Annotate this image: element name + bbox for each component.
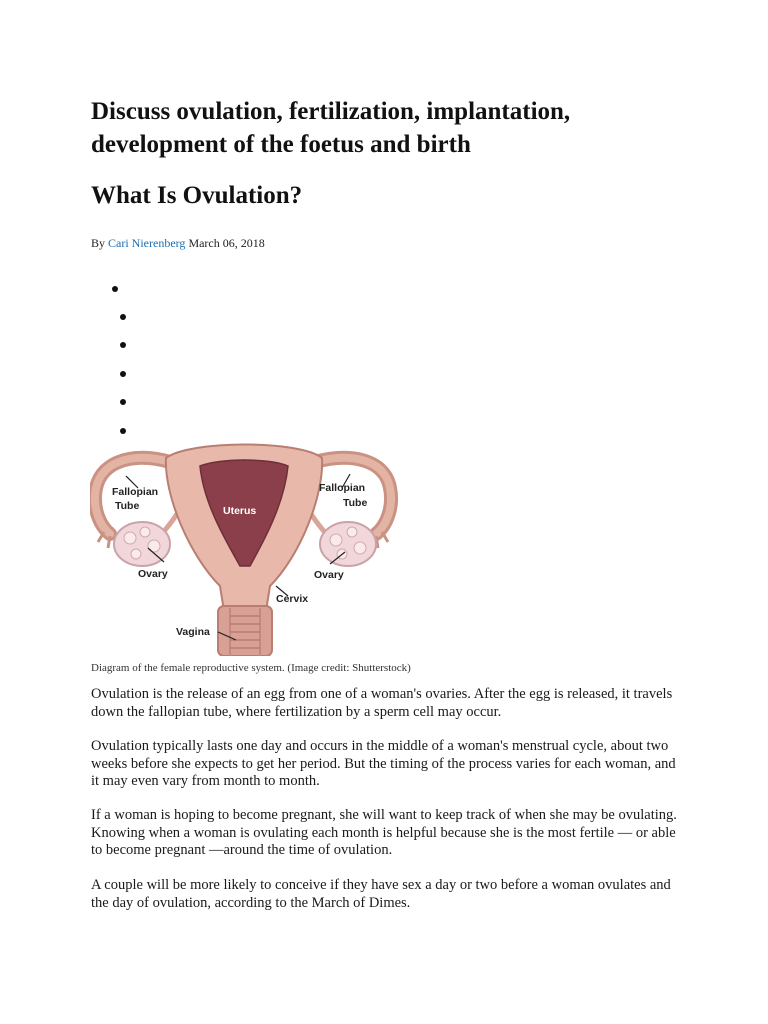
label-cervix: Cervix	[276, 593, 309, 605]
list-bullet	[120, 342, 126, 348]
label-ovary-left: Ovary	[138, 568, 168, 580]
label-fallopian-right: Fallopian	[319, 482, 366, 494]
list-bullet	[120, 314, 126, 320]
publish-date: March 06, 2018	[188, 236, 265, 250]
list-bullet	[112, 286, 118, 292]
label-ovary-right: Ovary	[314, 569, 344, 581]
document-title: Discuss ovulation, fertilization, implantation, development of the foetus and birth	[91, 98, 571, 158]
list-bullet	[120, 371, 126, 377]
byline	[91, 235, 265, 251]
paragraph-2: Ovulation typically lasts one day and occurs in the middle of a woman's menstrual cycle, about two weeks before she expects to get her period. But the timing of the process varies for each woman, and it may even vary from month to month.	[91, 738, 676, 789]
label-fallopian-left: Fallopian	[112, 486, 159, 498]
paragraph-1: Ovulation is the release of an egg from one of a woman's ovaries. After the egg is released, it travels down the fallopian tube, where fertilization by a sperm cell may occur.	[91, 686, 673, 720]
reproductive-system-diagram	[90, 436, 400, 656]
figure-caption: Diagram of the female reproductive system. (Image credit: Shutterstock)	[91, 662, 411, 674]
paragraph-3: If a woman is hoping to become pregnant, she will want to keep track of when she may be ovulating. Knowing when a woman is ovulating each month is helpful because she is the most fertile — or able to become pregnant —around the time of ovulation.	[91, 807, 677, 858]
label-uterus: Uterus	[223, 505, 257, 517]
section-title: What Is Ovulation?	[91, 182, 303, 209]
list-bullet	[120, 428, 126, 434]
label-tube-right: Tube	[343, 497, 368, 509]
label-vagina: Vagina	[176, 626, 210, 638]
author-link[interactable]: Cari Nierenberg	[108, 236, 186, 250]
byline-prefix: By	[91, 236, 106, 250]
list-bullet	[120, 399, 126, 405]
paragraph-4: A couple will be more likely to conceive if they have sex a day or two before a woman ovulates and the day of ovulation, according to the March of Dimes.	[91, 877, 671, 911]
label-tube-left: Tube	[115, 500, 140, 512]
